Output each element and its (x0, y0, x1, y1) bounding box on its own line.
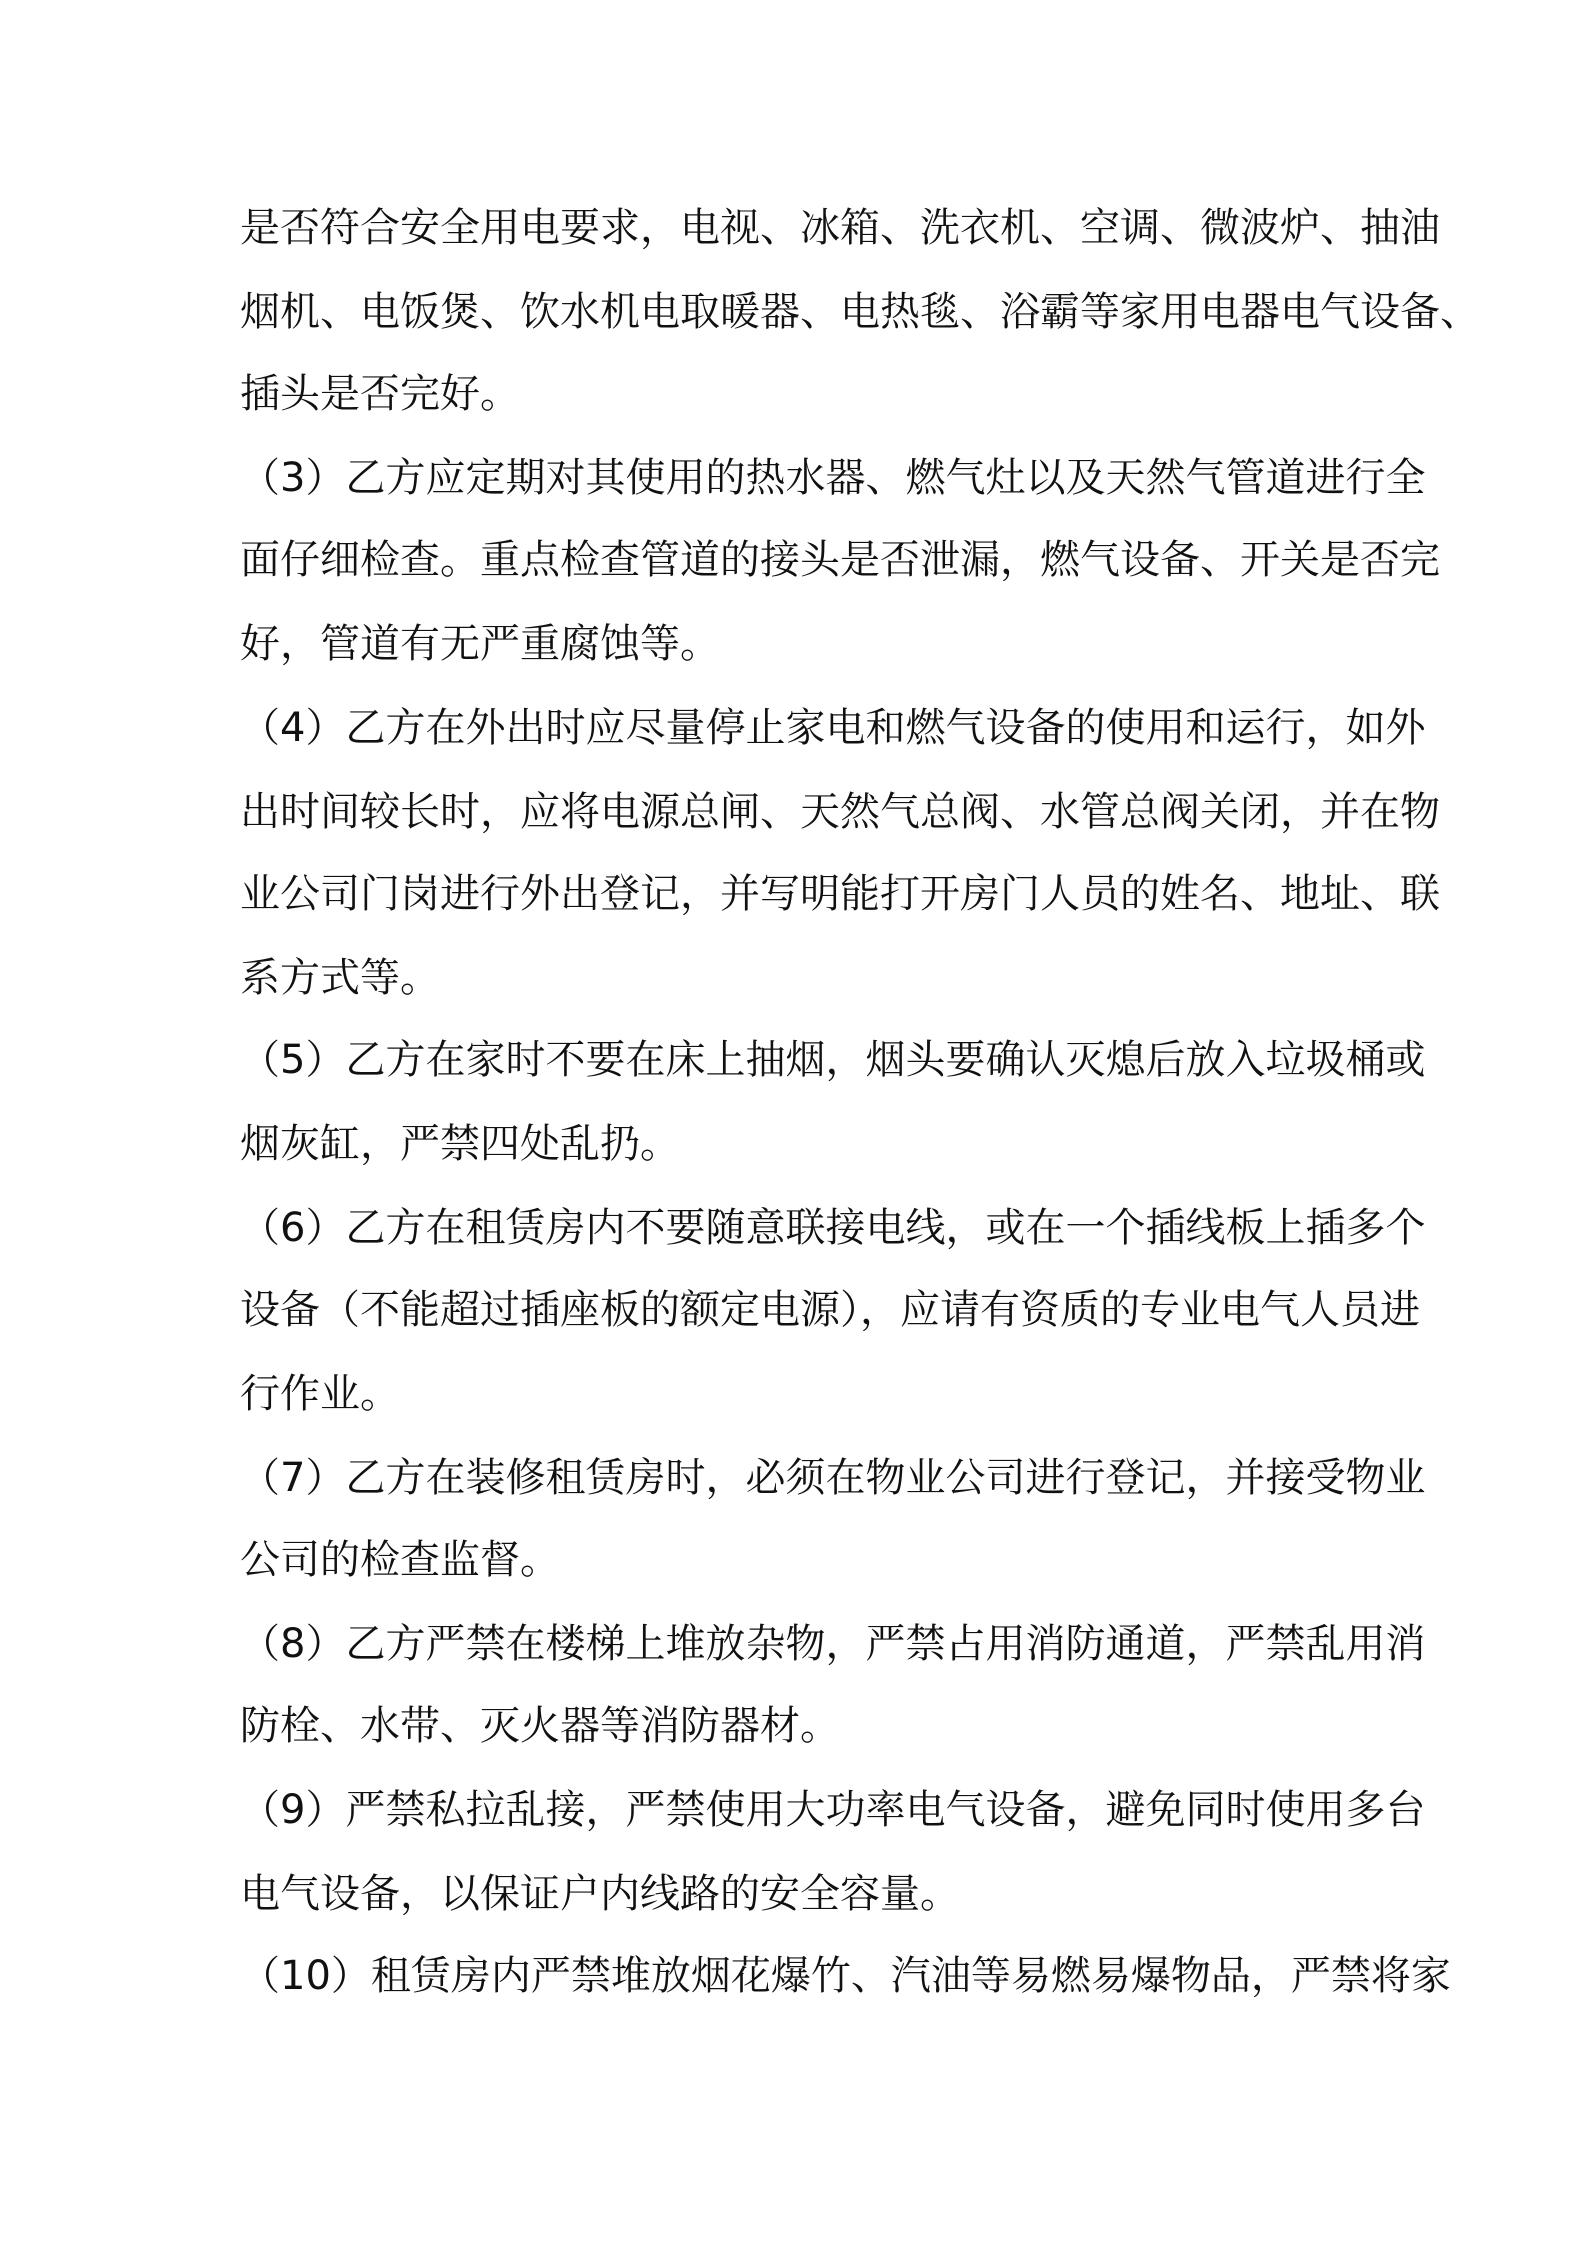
text-line: 防栓、水带、灭火器等消防器材。 (240, 1703, 840, 1749)
text-line: 系方式等。 (240, 955, 440, 1001)
paragraph-item-3-line: （3）乙方应定期对其使用的热水器、燃气灶以及天然气管道进行全 (240, 455, 1426, 501)
text-line: 公司的检查监督。 (240, 1537, 560, 1583)
text-line: 行作业。 (240, 1371, 400, 1417)
text-line: 业公司门岗进行外出登记，并写明能打开房门人员的姓名、地址、联 (240, 871, 1440, 917)
text-line: 设备（不能超过插座板的额定电源），应请有资质的专业电气人员进 (240, 1287, 1420, 1333)
paragraph-item-4-line: （4）乙方在外出时应尽量停止家电和燃气设备的使用和运行，如外 (240, 705, 1426, 751)
text-line: 是否符合安全用电要求，电视、冰箱、洗衣机、空调、微波炉、抽油 (240, 205, 1440, 251)
text-line: 烟机、电饭煲、饮水机电取暖器、电热毯、浴霸等家用电器电气设备、 (240, 289, 1480, 335)
text-line: 插头是否完好。 (240, 371, 520, 417)
text-line: 烟灰缸，严禁四处乱扔。 (240, 1121, 680, 1167)
text-line: 电气设备，以保证户内线路的安全容量。 (240, 1871, 960, 1917)
paragraph-item-9-line: （9）严禁私拉乱接，严禁使用大功率电气设备，避免同时使用多台 (240, 1787, 1426, 1833)
paragraph-item-8-line: （8）乙方严禁在楼梯上堆放杂物，严禁占用消防通道，严禁乱用消 (240, 1621, 1426, 1667)
text-line: 出时间较长时，应将电源总闸、天然气总阀、水管总阀关闭，并在物 (240, 789, 1440, 835)
paragraph-item-5-line: （5）乙方在家时不要在床上抽烟，烟头要确认灭熄后放入垃圾桶或 (240, 1037, 1426, 1083)
paragraph-item-10-line: （10）租赁房内严禁堆放烟花爆竹、汽油等易燃易爆物品，严禁将家 (240, 1953, 1451, 1999)
paragraph-item-7-line: （7）乙方在装修租赁房时，必须在物业公司进行登记，并接受物业 (240, 1455, 1426, 1501)
text-line: 面仔细检查。重点检查管道的接头是否泄漏，燃气设备、开关是否完 (240, 537, 1440, 583)
text-line: 好，管道有无严重腐蚀等。 (240, 621, 720, 667)
paragraph-item-6-line: （6）乙方在租赁房内不要随意联接电线，或在一个插线板上插多个 (240, 1205, 1426, 1251)
